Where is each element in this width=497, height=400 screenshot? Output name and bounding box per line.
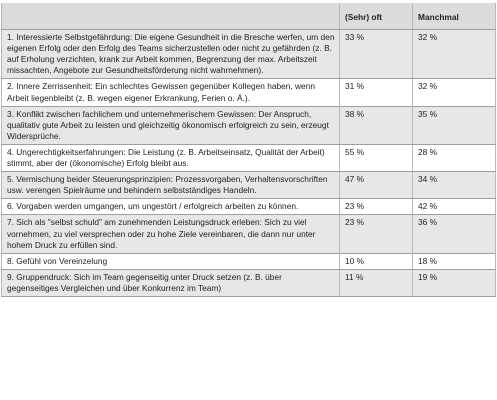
table-row bbox=[2, 199, 496, 215]
row-label: 2. Innere Zerrissenheit: Ein schlechtes Gewissen gegenüber Kollegen haben, wenn Arbeit liegenbleibt (z. B. wegen eigener Erkrankung, Ferien o. Ä.). bbox=[2, 79, 340, 106]
row-sometimes: 35 % bbox=[413, 106, 496, 144]
table-row bbox=[2, 30, 496, 79]
table-row bbox=[2, 106, 496, 144]
row-often: 31 % bbox=[340, 79, 413, 106]
table-row bbox=[2, 79, 496, 106]
table-row bbox=[2, 269, 496, 296]
table-row bbox=[2, 215, 496, 253]
row-sometimes: 32 % bbox=[413, 30, 496, 79]
row-often: 55 % bbox=[340, 144, 413, 171]
row-often: 11 % bbox=[340, 269, 413, 296]
row-label: 6. Vorgaben werden umgangen, um ungestört / erfolgreich arbeiten zu können. bbox=[2, 199, 340, 215]
table-row bbox=[2, 253, 496, 269]
row-sometimes: 36 % bbox=[413, 215, 496, 253]
row-label: 9. Gruppendruck: Sich im Team gegenseitig unter Druck setzen (z. B. über gegenseitiges Vergleichen und über Konkurrenz im Team) bbox=[2, 269, 340, 296]
row-often: 10 % bbox=[340, 253, 413, 269]
row-label: 4. Ungerechtigkeitserfahrungen: Die Leistung (z. B. Arbeitseinsatz, Qualität der Arbeit) stimmt, aber der (ökonomische) Erfolg bleibt aus. bbox=[2, 144, 340, 171]
row-sometimes: 28 % bbox=[413, 144, 496, 171]
row-label: 7. Sich als "selbst schuld" am zunehmenden Leistungsdruck erleben: Sich zu viel vornehmen, zu viel versprechen oder zu hohe Ziele vereinbaren, die dann nur unter hohem Druck zu erfüllen sind. bbox=[2, 215, 340, 253]
table-row bbox=[2, 172, 496, 199]
table-row bbox=[2, 144, 496, 171]
row-label: 8. Gefühl von Vereinzelung bbox=[2, 253, 340, 269]
row-often: 47 % bbox=[340, 172, 413, 199]
row-sometimes: 42 % bbox=[413, 199, 496, 215]
survey-table bbox=[1, 3, 496, 297]
row-sometimes: 18 % bbox=[413, 253, 496, 269]
row-sometimes: 34 % bbox=[413, 172, 496, 199]
row-sometimes: 19 % bbox=[413, 269, 496, 296]
row-often: 38 % bbox=[340, 106, 413, 144]
row-label: 1. Interessierte Selbstgefährdung: Die eigene Gesundheit in die Bresche werfen, um den eigenen Erfolg oder den Erfolg des Teams sicherzustellen oder nicht zu gefährden (z. B. auf Erholung verzichten, krank zur Arbeit kommen, Begrenzung der max. Arbeitszeit missachten, Angebote zur Gesundheitsförderung nicht wahrnehmen). bbox=[2, 30, 340, 79]
row-often: 23 % bbox=[340, 199, 413, 215]
header-item bbox=[2, 3, 340, 30]
row-sometimes: 32 % bbox=[413, 79, 496, 106]
table-header-row bbox=[2, 3, 496, 30]
header-sometimes: Manchmal bbox=[413, 3, 496, 30]
row-label: 5. Vermischung beider Steuerungsprinzipien: Prozessvorgaben, Verhaltensvorschriften usw. verengen Spielräume und behindern selbstständiges Handeln. bbox=[2, 172, 340, 199]
row-often: 33 % bbox=[340, 30, 413, 79]
header-often: (Sehr) oft bbox=[340, 3, 413, 30]
row-label: 3. Konflikt zwischen fachlichem und unternehmerischem Gewissen: Der Anspruch, qualitativ gute Arbeit zu leisten und gleichzeitig ökonomisch erfolgreich zu sein, erzeugt Widersprüche. bbox=[2, 106, 340, 144]
row-often: 23 % bbox=[340, 215, 413, 253]
